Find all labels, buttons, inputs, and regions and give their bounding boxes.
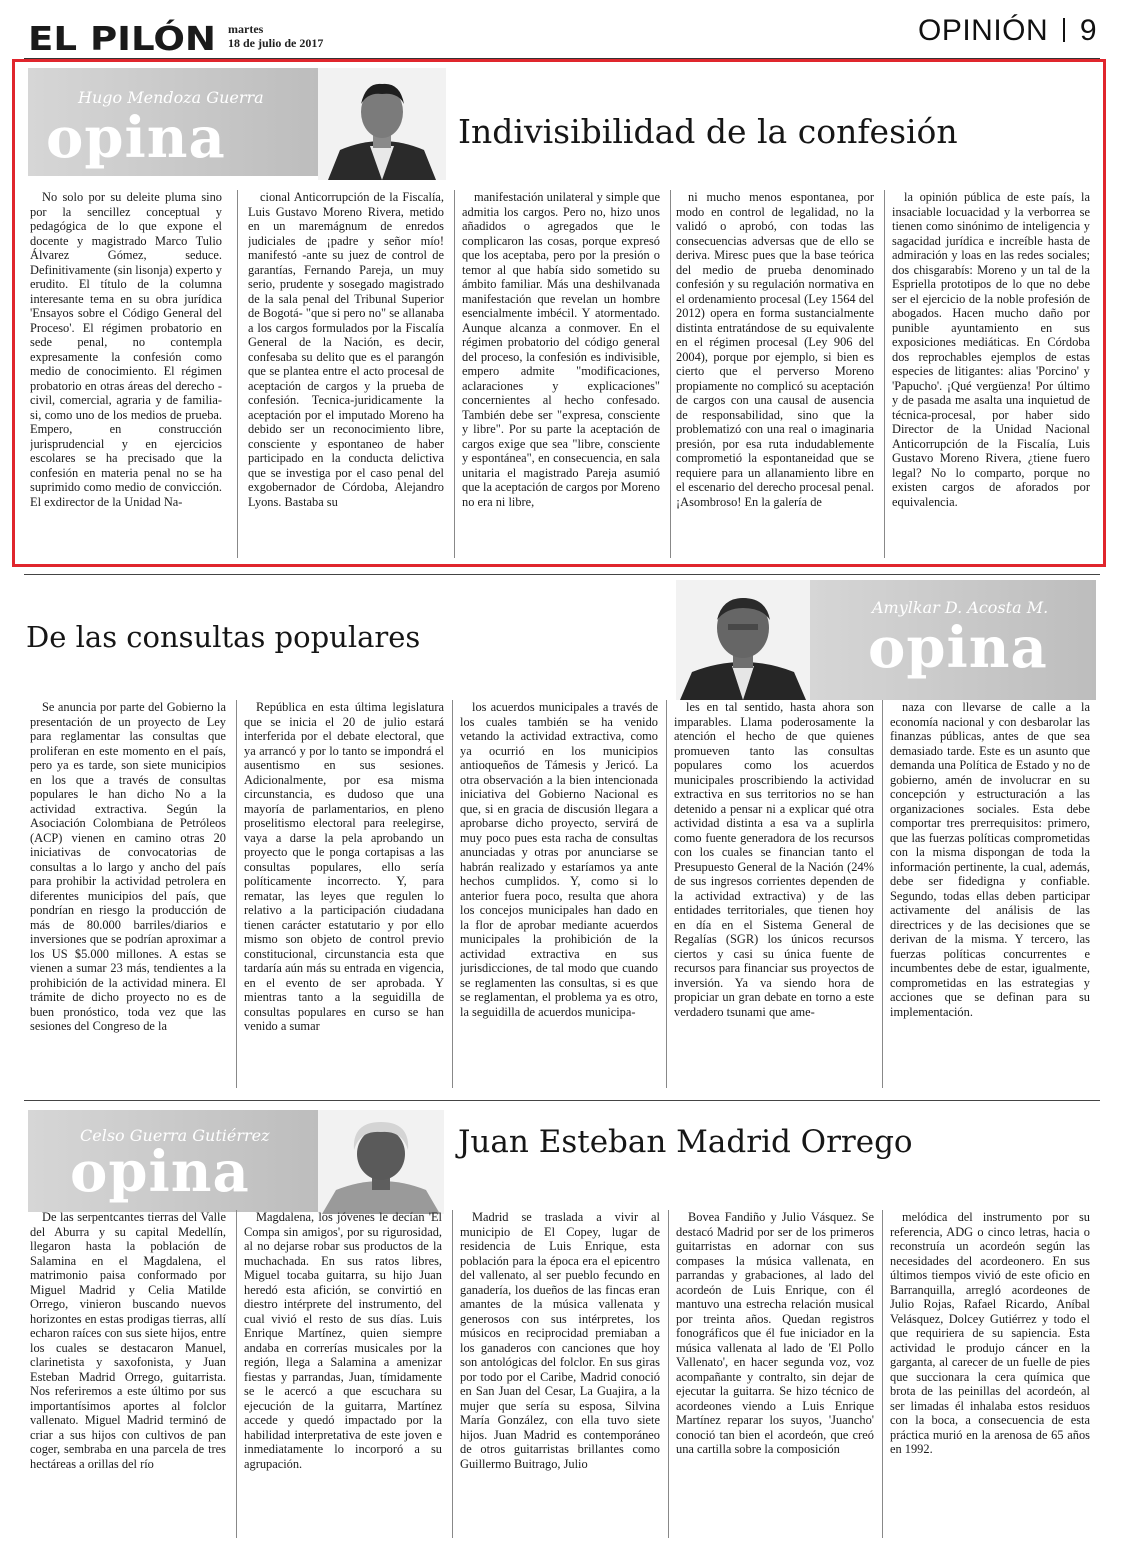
author-photo-2 — [676, 580, 810, 700]
issue-date-text: 18 de julio de 2017 — [228, 36, 324, 50]
article2-column-5 — [890, 700, 1090, 1090]
issue-date — [228, 22, 323, 50]
article1-column-1 — [30, 190, 222, 560]
logo-text: EL PILÓN — [28, 19, 196, 58]
column-divider — [668, 1210, 669, 1538]
column-text: les en tal sentido, hasta ahora son imparables. Llama poderosamente la atención el hecho de que quienes promueven tanto las consultas populares como los acuerdos municipales proscribiendo la actividad extractiva en sus territorios no se han detenido a pensar ni a explicar qué otra actividad distinta a esa va a suplirla como fuente generadora de los recursos con los cuales se financian tanto el Presupuesto General de la Nación (24% de sus ingresos corrientes dependen de la actividad extractiva) y de las entidades territoriales, que tienen hoy en día en el Sistema General de Regalías (SGR) los únicos recursos ciertos y casi su única fuente de recursos para financiar sus proyectos de inversión. Ya va siendo hora de propiciar un gran debate en torno a este verdadero tsunami que ame- — [674, 700, 874, 1019]
article3-column-2 — [244, 1210, 442, 1540]
column-text: Se anuncia por parte del Gobierno la presentación de un proyecto de Ley para reglamentar las consultas que proliferan en este momento en el país, pero ya es tarde, son siete municipios en los que a través de consultas populares le han dicho No a la actividad extractiva. Según la Asociación Colombiana de Petróleos (ACP) vienen en camino otras 20 iniciativas de convocatorias de consultas a lo largo y ancho del país para prohibir la actividad petrolera en diferentes municipios del país, que pondrían en riesgo la producción de más de 80.000 barriles/diarios e inversiones que se podrían aproximar a los US $5.000 millones. A estas se vienen a sumar 23 más, tendientes a la prohibición de la actividad minera. El trámite de dicho proyecto no es de buen pronóstico, toda vez que las sesiones del Congreso de la — [30, 700, 226, 1033]
column-text: la opinión pública de este país, la insaciable locuacidad y la verborrea se tienen como sinónimo de inteligencia y sagacidad jurídica e increíble hasta de admiración y loas en las redes sociales; dos chisgarabís: Moreno y un tal de la Espriella prototipos de lo que no debe ser el ejercicio de la noble profesión de abogados. Hacen mucho daño por punible ayuntamiento en sus exposiciones mediáticas. En Córdoba dos reprochables ejemplos de estas especies de litigantes: alias 'Porcino' y 'Papucho'. ¡Qué vergüenza! Por último y de pasada me asalta una inquietud de técnica-procesal, por haber sido Director de la Unidad Nacional Anticorrupción de la Fiscalía, Luis Gustavo Moreno Rivera, ¿tiene fuero legal? No lo comparto, porque no existen cargos de aforados por equivalencia. — [892, 190, 1090, 509]
section-separator — [1063, 18, 1065, 42]
article3-column-5 — [890, 1210, 1090, 1540]
article3-column-3 — [460, 1210, 660, 1540]
column-divider — [236, 700, 237, 1088]
column-text: los acuerdos municipales a través de los cuales también se ha venido vetando la actividad extractiva, como ya ocurrió en los municipios antioqueños de Támesis y Jericó. La otra observación a la bien intencionada iniciativa del Gobierno Nacional es que, si en gracia de discusión llegara a aprobarse dicho proyecto, servirá de muy poco pues esta racha de consultas anunciadas y otras por anunciarse se habrán realizado y estaríamos ya ante hechos cumplidos. Y, como si lo anterior fuera poco, resulta que ahora los concejos municipales han dado en la flor de aprobar mediante acuerdos municipales la prohibición de la actividad extractiva en sus jurisdicciones, de tal modo que cuando se reglamenten las consultas, si es que se reglamentan, el problema ya es otro, la seguidilla de acuerdos municipa- — [460, 700, 658, 1019]
column-text: ni mucho menos espontanea, por modo en control de legalidad, no la validó o aprobó, con todas las consecuencias adversas que de ello se deriva. Miresc pues que la base teórica del medio de prueba denominado confesión y su regulación normativa en el ordenamiento procesal (Ley 1564 del 2012) opera en forma sustancialmente distinta entratándose de su equivalente en el régimen procesal (Ley 906 del 2004), porque por ejemplo, si bien es cierto que el perverso Moreno propiamente no complicó su aceptación de cargos con una causal de ausencia de responsabilidad, sino que la problematizó con una real o imaginaria presión, por esa ruta indudablemente comprometió la espontaneidad que se requiere para un allanamiento libre en el escenario del derecho procesal penal. ¡Asombroso! En la galería de — [676, 190, 874, 509]
section-name: OPINIÓN — [918, 14, 1049, 47]
column-text: No solo por su deleite pluma sino por la sencillez conceptual y pedagógica de lo que expone el docente y magistrado Marco Tulio Álvarez Gómez, seduce. Definitivamente (sin lisonja) experto y erudito. El título de la columna interesante tema en su obra jurídica 'Ensayos sobre el Código General del Proceso'. El régimen probatorio en sede penal, no contempla expresamente la confesión como medio de conocimiento. El régimen probatorio en otras áreas del derecho - civil, comercial, agraria y de familia- si, como uno de los medios de prueba. Empero, en construcción jurisprudencial y en ejercicios escolares se ha precisado que la confesión en materia penal no se ha suprimido como medio de convicción. El exdirector de la Unidad Na- — [30, 190, 222, 509]
article1-column-5 — [892, 190, 1090, 560]
opina-label-1: opina — [46, 105, 226, 171]
article2-column-3 — [460, 700, 658, 1090]
column-text: Bovea Fandiño y Julio Vásquez. Se destacó Madrid por ser de los primeros guitarristas en adornar con sus compases la música vallenata, en parrandas y grabaciones, al lado del acordeón de Luis Enrique, con él mantuvo una estrecha relación musical por treinta años. Quedan registros fonográficos que él fue iniciador en la música vallenata al lado de 'El Pollo Vallenato', en hacer segunda voz, voz acompañante y contralto, sin dejar de ejecutar la guitarra. Se hizo técnico de acordeones viendo a Luis Enrique Martínez reparar los suyos, 'Juancho' conoció tan bien el acordeón, que creó una cartilla sobre la composición — [676, 1210, 874, 1456]
masthead-logo — [28, 18, 218, 58]
article3-column-1 — [30, 1210, 226, 1540]
column-divider — [236, 1210, 237, 1538]
author-name-1: Hugo Mendoza Guerra — [78, 88, 264, 107]
column-text: República en esta última legislatura que se inicia el 20 de julio estará interferida por el debate electoral, que ya arrancó y por lo tanto se impondrá el ausentismo en sus sesiones. Adicionalmente, por esa misma circunstancia, es dudoso que una mayoría de parlamentarios, en pleno proselitismo electoral para reelegirse, vaya a darse la pela aprobando un proyecto que le ponga cortapisas a las consultas populares, ello sería políticamente incorrecto. Y, para rematar, las leyes que regulen lo relativo a la participación ciudadana tienen carácter estatutario y por ello mismo son objeto de control previo constitucional, circunstancia esta que tardaría aún más su entrada en vigencia, en el evento de ser aprobada. Y mientras tanto a la seguidilla de consultas populares en curso se han venido a sumar — [244, 700, 444, 1033]
column-divider — [454, 190, 455, 558]
article2-column-4 — [674, 700, 874, 1090]
article1-column-2 — [248, 190, 444, 560]
column-text: De las serpentcantes tierras del Valle del Aburra y su capital Medellín, llegaron hasta la población de Salamina en el Magdalena, el matrimonio paisa conformado por Miguel Madrid y Celia Matilde Orrego, vinieron buscando nuevos horizontes en estas prodigas tierras, allí echaron raíces con sus siete hijos, entre los cuales se destacaron Manuel, clarinetista y saxofonista, y Juan Esteban Madrid Orrego, guitarrista. Nos referiremos a este último por sus importantísimos aportes al folclor vallenato. Miguel Madrid terminó de criar a sus hijos con cultivos de pan coger, sembraba en una parcela de tres hectáreas a orillas del río — [30, 1210, 226, 1471]
article2-column-2 — [244, 700, 444, 1090]
section-label — [918, 14, 1097, 48]
page-number: 9 — [1079, 14, 1098, 47]
column-text: Madrid se traslada a vivir al municipio de El Copey, lugar de residencia de Luis Enrique, esta población para la época era el epicentro del vallenato, al ser pueblo fecundo en ganadería, los dueños de las fincas eran amantes de la música vallenata y generosos con sus intérpretes, los músicos en reciprocidad premiaban a los ganaderos con canciones que hoy son antológicas del folclor. En sus giras por todo por el Caribe, Madrid conoció en San Juan del Cesar, La Guajira, a la mujer que sería su esposa, Silvina María González, con ella tuvo siete hijos. Juan Madrid es contemporáneo de otros guitarristas brillantes como Guillermo Buitrago, Julio — [460, 1210, 660, 1471]
article3-column-4 — [676, 1210, 874, 1540]
column-text: cional Anticorrupción de la Fiscalía, Luis Gustavo Moreno Rivera, metido en un maremágnum de enredos judiciales de ¡padre y señor mío! manifestó -ante su juez de control de garantías, Fernando Pareja, un muy serio, prudente y sosegado magistrado de la sala penal del Tribunal Superior de Bogotá- "que si pero no" se allanaba a los cargos formulados por la Fiscalía General de la Nación, es decir, confesaba su delito que es el parangón que se plantea entre el acto procesal de aceptación de cargos y la prueba de confesión. Tecnica-juridicamente la aceptación por el imputado Moreno ha debido ser un reconocimiento libre, consciente y espontaneo de haber participado en la conducta delictiva que se investiga por el caso penal del exgobernador de Córdoba, Alejandro Lyons. Bastaba su — [248, 190, 444, 509]
column-divider — [237, 190, 238, 558]
column-divider — [452, 1210, 453, 1538]
author-photo-3 — [318, 1110, 444, 1214]
author-name-2: Amylkar D. Acosta M. — [872, 598, 1049, 617]
column-divider — [884, 190, 885, 558]
article2-column-1 — [30, 700, 226, 1090]
column-text: manifestación unilateral y simple que admitia los cargos. Pero no, hizo unos añadidos o agregados que le complicaron las cosas, porque expresó que los aceptaba, pero por la presión o temor al que había sido sometido su ámbito familiar. Más una deshilvanada manifestación que revelan un hombre esencialmente imbécil. Y atormentado. Aunque alcanza a conmover. En el régimen probatorio del código general del proceso, la confesión es indivisible, empero admite "modificaciones, aclaraciones y explicaciones" concernientes al hecho confesado. También debe ser "expresa, consciente y libre". Por su parte la aceptación de cargos exige que sea "libre, consciente y espontánea", en consecuencia, en sala unitaria el magistrado Pareja asumió que la aceptación de cargos por Moreno no era ni libre, — [462, 190, 660, 509]
opina-label-3: opina — [70, 1139, 250, 1205]
column-divider — [670, 190, 671, 558]
author-name-3: Celso Guerra Gutiérrez — [80, 1126, 270, 1145]
column-divider — [882, 700, 883, 1088]
column-divider — [882, 1210, 883, 1538]
column-divider — [452, 700, 453, 1088]
section-rule — [24, 1100, 1100, 1101]
column-text: melódica del instrumento por su referencia, ADG o cinco letras, hacia o reconstruía un acordeón según las necesidades del acordeonero. En sus últimos tiempos vivió de este oficio en Barranquilla, arregló acordeones de Julio Rojas, Rafael Ricardo, Aníbal Velásquez, Dolcey Gutiérrez y todo el que requiriera de su sapiencia. Esta actividad le produjo cáncer en la garganta, al carecer de un fuelle de pies que succionara la cera química que brota de las peinillas del acordeón, al ser limadas él inhalaba estos residuos con la boca, a consecuencia de esta práctica murió en la arenosa de 65 años en 1992. — [890, 1210, 1090, 1456]
column-text: Magdalena, los jóvenes le decían 'El Compa sin amigos', por su rigurosidad, al no dejarse robar sus productos de la muchachada. En sus ratos libres, Miguel tocaba guitarra, su hijo Juan heredó esta afición, se convirtió en diestro intérprete del instrumento, del cual vivió el resto de sus días. Luis Enrique Martínez, quien siempre andaba en correrías musicales por la región, llega a Salamina a amenizar fiestas y parrandas, Juan, tímidamente se le acercó a que escuchara su ejecución de la guitarra, Martínez accede y quedó impactado por la habilidad interpretativa de este joven e inmediatamente lo incorporó a su agrupación. — [244, 1210, 442, 1471]
column-text: naza con llevarse de calle a la economía nacional y con desbarolar las finanzas públicas, antes de que sea demasiado tarde. Este es un asunto que demanda una Política de Estado y no de gobierno, amén de involucrar en su concepción y estructuración a las organizaciones sociales. Esta debe comportar tres prerrequisitos: primero, que las fuerzas políticas comprometidas con la misma dispongan de toda la información pertinente, la cual, además, debe ser fidedigna y confiable. Segundo, todas ellas deben participar activamente del análisis de las directrices y de las decisiones que se derivan de la misma. Y tercero, las fuerzas políticas concurrentes e incumbentes debe de estar, igualmente, comprometidas en las estrategias y acciones que se definan para su implementación. — [890, 700, 1090, 1019]
article1-column-3 — [462, 190, 660, 560]
headline-2: De las consultas populares — [26, 620, 421, 654]
headline-1: Indivisibilidad de la confesión — [458, 112, 958, 151]
article1-column-4 — [676, 190, 874, 560]
opina-label-2: opina — [868, 615, 1048, 681]
column-divider — [666, 700, 667, 1088]
section-rule — [24, 574, 1100, 575]
issue-weekday: martes — [228, 22, 264, 36]
author-photo-1 — [318, 68, 446, 180]
headline-3: Juan Esteban Madrid Orrego — [458, 1124, 913, 1160]
